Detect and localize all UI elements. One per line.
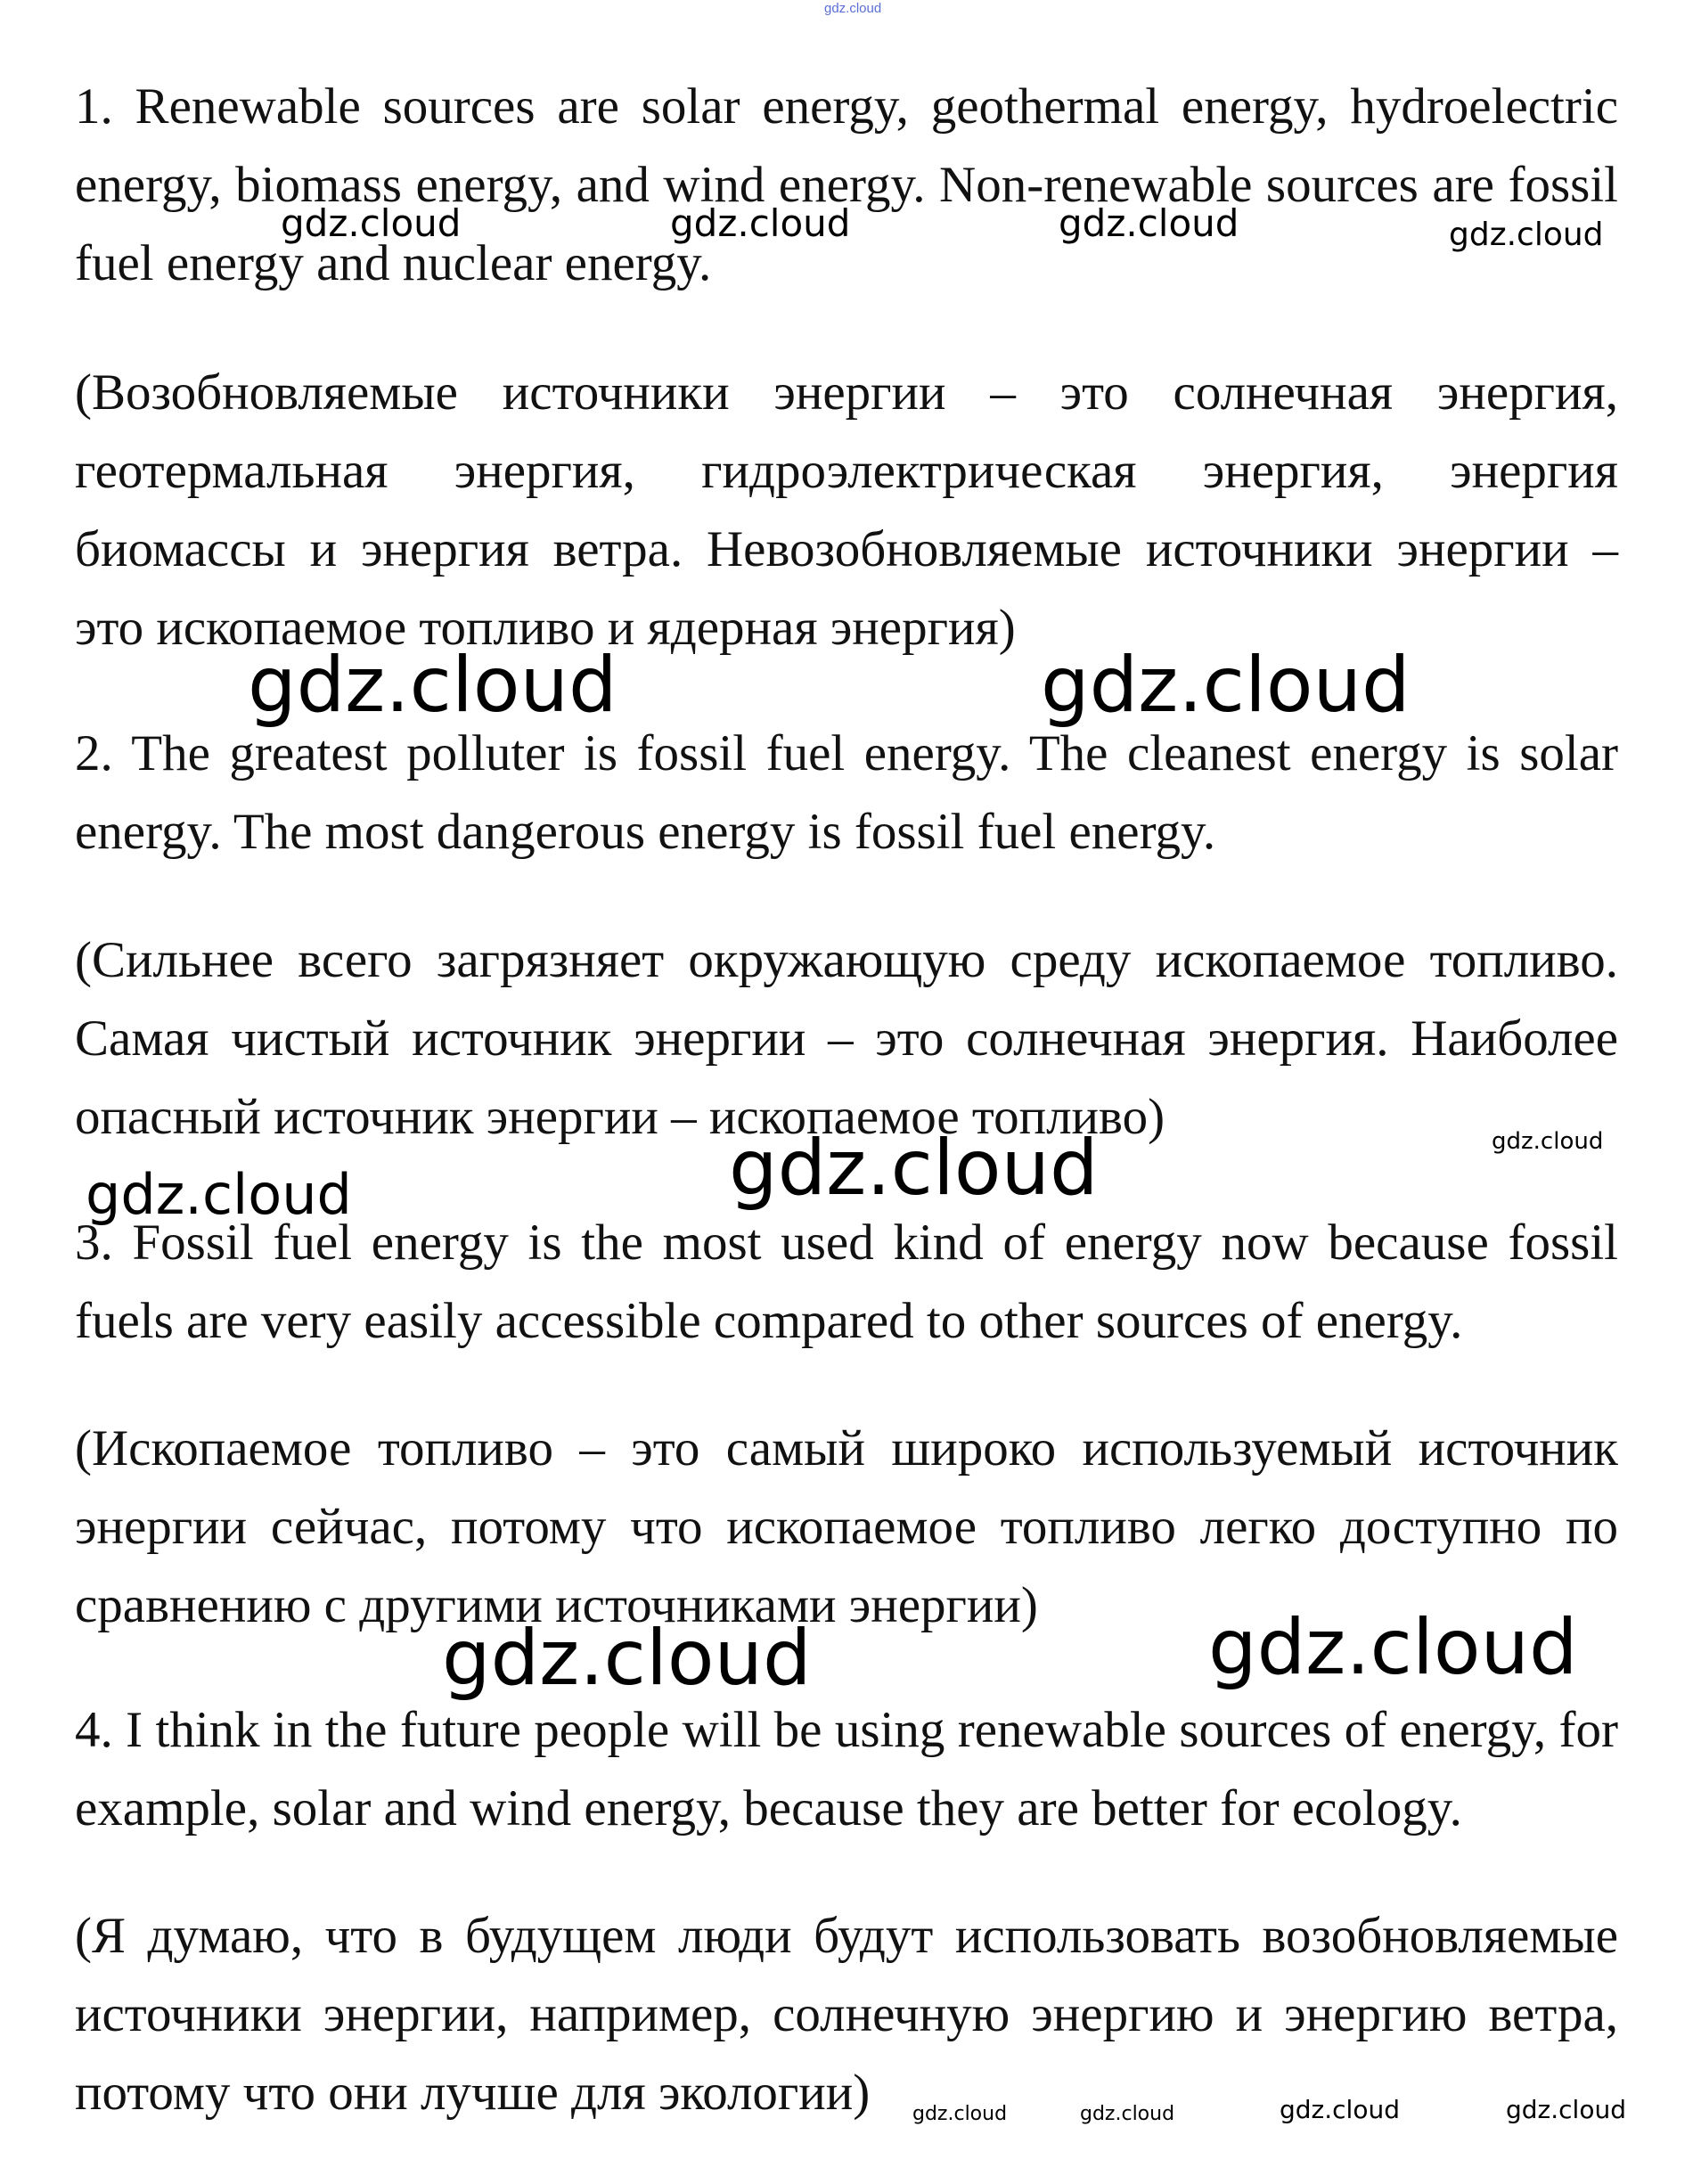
watermark: gdz.cloud [1080,2103,1175,2125]
answer-3-russian: (Ископаемое топливо – это самый широко используемый источник энергии сейчас, потому что ископаемое топливо легко доступно по сравнению с другими источниками энергии) [75,1420,1618,1633]
answer-3-english: 3. Fossil fuel energy is the most used kind of energy now because fossil fuels are very easily accessible compared to other sources of energy. [75,1215,1618,1349]
watermark: gdz.cloud [1059,201,1239,245]
watermark: gdz.cloud [248,641,617,730]
watermark: gdz.cloud [912,2103,1008,2125]
watermark: gdz.cloud [1041,641,1411,730]
watermark: gdz.cloud [281,201,462,245]
watermark: gdz.cloud [442,1614,812,1703]
watermark: gdz.cloud [1280,2095,1400,2124]
watermark: gdz.cloud [1492,1128,1604,1155]
watermark: gdz.cloud [729,1124,1099,1213]
answer-2-english: 2. The greatest polluter is fossil fuel energy. The cleanest energy is solar energy. The most dangerous energy is fossil fuel energy. [75,725,1618,860]
watermark: gdz.cloud [670,201,851,245]
watermark: gdz.cloud [1506,2095,1626,2124]
answer-2-russian: (Сильнее всего загрязняет окружающую среду ископаемое топливо. Самая чистый источник энергии – это солнечная энергия. Наиболее опасный источник энергии – ископаемое топливо) [75,932,1618,1145]
answer-4-russian: (Я думаю, что в будущем люди будут использовать возобновляемые источники энергии, например, солнечную энергию и энергию ветра, потому что они лучше для экологии) [75,1908,1618,2121]
watermark: gdz.cloud [1208,1603,1578,1692]
answer-1-english: 1. Renewable sources are solar energy, geothermal energy, hydroelectric energy, biomass energy, and wind energy. Non-renewable sources are fossil fuel energy and nuclear energy. [75,78,1618,291]
watermark: gdz.cloud [86,1162,352,1227]
answer-4-english: 4. I think in the future people will be using renewable sources of energy, for example, solar and wind energy, because they are better for ecology. [75,1702,1618,1836]
answer-1-russian: (Возобновляемые источники энергии – это солнечная энергия, геотермальная энергия, гидроэлектрическая энергия, энергия биомассы и энергия ветра. Невозобновляемые источники энергии – это ископаемое топливо и ядерная энергия) [75,364,1618,656]
watermark-top: gdz.cloud [824,1,882,16]
watermark: gdz.cloud [1449,217,1604,253]
